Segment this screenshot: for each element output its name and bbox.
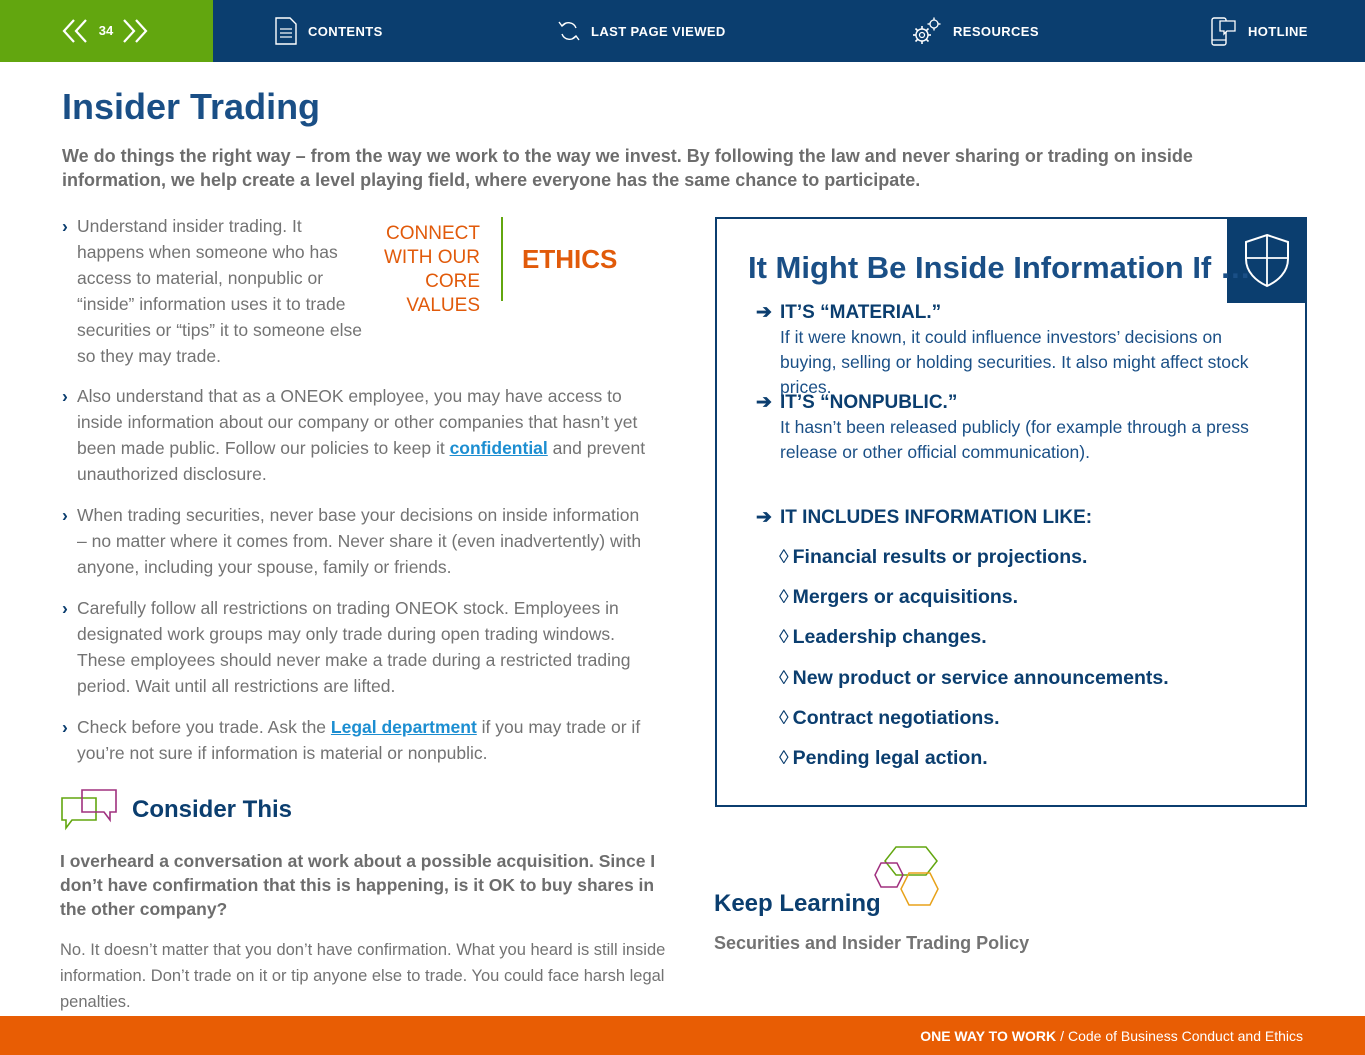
keep-learning-title: Keep Learning [714, 890, 881, 917]
includes-point [756, 506, 1092, 530]
nav-contents-label: CONTENTS [308, 23, 383, 39]
bullet-chevron-icon: › [62, 386, 68, 406]
consider-question: I overheard a conversation at work about a possible acquisition. Since I don’t have confirmation that this is happening, is it OK to buy shares in the other company? [60, 851, 656, 919]
core-values-divider [501, 217, 503, 301]
bullet-check-before-trade [62, 714, 652, 766]
bullet-text-end: and prevent unauthorized disclosure. [77, 438, 646, 484]
bullet-text-start: Check before you trade. Ask the [77, 717, 331, 737]
core-values-line: WITH OUR [383, 247, 480, 268]
footer-bar [0, 1016, 1365, 1055]
diamond-icon: ◊ [779, 747, 789, 769]
list-item-text: Contract negotiations. [792, 707, 1000, 729]
list-item-text: New product or service announcements. [792, 667, 1169, 689]
page-number: 34 [98, 23, 114, 38]
bullet-understand-insider-trading [62, 213, 362, 369]
nav-resources-button[interactable] [911, 0, 1039, 62]
intro-paragraph: We do things the right way – from the way we work to the way we invest. By following the law and never sharing or trading on inside information, we help create a level playing field, where everyone has the same chance to participate. [62, 146, 1193, 190]
diamond-icon: ◊ [779, 707, 789, 729]
legal-department-link[interactable]: Legal department [330, 717, 477, 737]
list-item-text: Pending legal action. [792, 747, 988, 769]
bullet-text-end: if you may trade or if you’re not sure if information is material or nonpublic. [77, 717, 641, 763]
nonpublic-point [756, 391, 1280, 465]
bullet-chevron-icon: › [62, 598, 68, 618]
speech-bubbles-icon [60, 788, 118, 836]
bullet-chevron-icon: › [62, 717, 68, 737]
diamond-icon: ◊ [779, 667, 789, 689]
material-point [756, 301, 1280, 400]
arrow-right-icon: ➔ [756, 392, 772, 413]
bullet-chevron-icon: › [62, 505, 68, 525]
document-icon [274, 17, 298, 45]
phone-chat-icon [1210, 15, 1238, 47]
list-item-text: Leadership changes. [792, 626, 987, 648]
list-item [779, 747, 988, 770]
footer-brand: ONE WAY TO WORK [920, 1028, 1057, 1044]
material-description: If it were known, it could influence investors’ decisions on buying, selling or holding securities. It also might affect stock prices. [780, 327, 1249, 397]
gears-icon [911, 16, 943, 46]
list-item [779, 707, 1000, 730]
bullet-never-base-decisions [62, 502, 652, 580]
refresh-icon [557, 18, 581, 44]
core-values-line: CORE VALUES [406, 271, 480, 316]
page-title: Insider Trading [62, 86, 321, 127]
nonpublic-heading: IT’S “NONPUBLIC.” [780, 392, 958, 413]
core-values-line: CONNECT [386, 223, 480, 244]
bullet-text [77, 383, 652, 487]
diamond-icon: ◊ [779, 586, 789, 608]
material-heading: IT’S “MATERIAL.” [780, 302, 942, 323]
bullet-text: When trading securities, never base your decisions on inside information – no matter where it comes from. Never share it (even inadvertently) with anyone, including your spouse, family or friends. [77, 505, 642, 577]
bullet-text [77, 714, 652, 766]
nav-last-page-label: LAST PAGE VIEWED [591, 23, 726, 39]
nav-hotline-button[interactable] [1210, 0, 1308, 62]
nav-hotline-label: HOTLINE [1248, 23, 1308, 39]
nav-resources-label: RESOURCES [953, 23, 1039, 39]
nav-contents-button[interactable] [274, 0, 383, 62]
bullet-trading-restrictions [62, 595, 662, 699]
diamond-icon: ◊ [779, 546, 789, 568]
diamond-icon: ◊ [779, 626, 789, 648]
list-item [779, 546, 1087, 569]
info-box-title: It Might Be Inside Information If … [748, 250, 1251, 285]
securities-policy-link[interactable]: Securities and Insider Trading Policy [714, 933, 1030, 953]
list-item [779, 626, 987, 649]
footer-text [920, 1028, 1303, 1044]
double-chevron-right-icon[interactable] [120, 17, 150, 45]
top-navigation [0, 0, 1365, 62]
double-chevron-left-icon[interactable] [60, 17, 90, 45]
list-item [779, 586, 1018, 609]
confidential-link[interactable]: confidential [449, 438, 548, 458]
footer-separator: / [1060, 1028, 1064, 1044]
list-item-text: Financial results or projections. [792, 546, 1088, 568]
core-value-ethics: ETHICS [522, 244, 618, 274]
bullet-text-start: Also understand that as a ONEOK employee, you may have access to inside information about our company or other companies that hasn’t yet been made public. Follow our policies to keep it [77, 386, 638, 458]
bullet-text: Understand insider trading. It happens when someone who has access to material, nonpublic or “inside” information uses it to trade securities or “tips” it to someone else so they may trade. [77, 216, 362, 366]
bullet-text: Carefully follow all restrictions on trading ONEOK stock. Employees in designated work groups may only trade during open trading windows. These employees should never make a trade during a restricted trading period. Wait until all restrictions are lifted. [77, 598, 631, 696]
arrow-right-icon: ➔ [756, 302, 772, 323]
bullet-chevron-icon: › [62, 216, 68, 236]
nonpublic-description: It hasn’t been released publicly (for example through a press release or other official communication). [780, 417, 1249, 462]
arrow-right-icon: ➔ [756, 507, 772, 528]
footer-doc-title: Code of Business Conduct and Ethics [1067, 1028, 1303, 1044]
consider-answer: No. It doesn’t matter that you don’t have confirmation. What you heard is still inside information. Don’t trade on it or tip anyone else to trade. You could face harsh legal penalties. [60, 941, 666, 1011]
consider-this-title: Consider This [132, 796, 293, 823]
bullet-access-to-inside-info [62, 383, 652, 487]
nav-last-page-button[interactable] [557, 0, 726, 62]
list-item-text: Mergers or acquisitions. [792, 586, 1019, 608]
hexagons-icon [870, 843, 942, 909]
core-values-callout [350, 222, 480, 318]
list-item [779, 667, 1169, 690]
page-pager [0, 0, 213, 62]
includes-heading: IT INCLUDES INFORMATION LIKE: [780, 507, 1093, 528]
